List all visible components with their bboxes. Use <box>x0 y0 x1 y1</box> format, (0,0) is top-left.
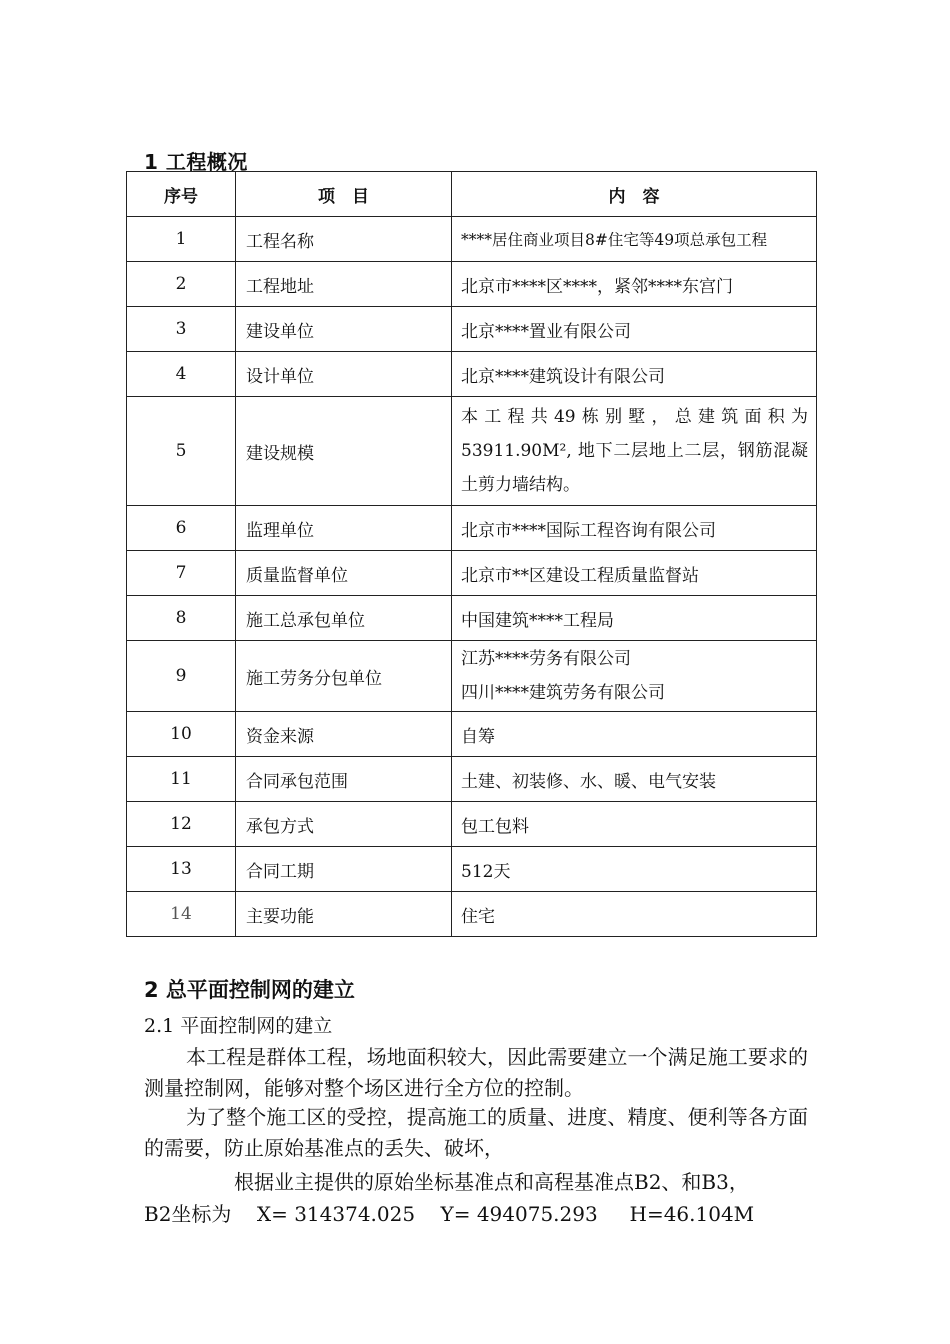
section-2-1-heading: 2.1 平面控制网的建立 <box>144 1015 333 1037</box>
row-item: 工程地址 <box>236 262 452 307</box>
section-1-heading: 1 工程概况 <box>144 150 248 174</box>
row-index: 4 <box>127 352 236 397</box>
table-row <box>127 712 817 757</box>
table-row <box>127 506 817 551</box>
paragraph-1: 本工程是群体工程，场地面积较大，因此需要建立一个满足施工要求的测量控制网，能够对整个场区进行全方位的控制。 <box>144 1045 808 1100</box>
table-row <box>127 641 817 712</box>
row-content: 包工包料 <box>452 802 817 847</box>
row-index: 3 <box>127 307 236 352</box>
table-header-row <box>127 172 817 217</box>
table-row <box>127 847 817 892</box>
row-index: 11 <box>127 757 236 802</box>
row-content: ****居住商业项目8#住宅等49项总承包工程 <box>452 217 817 262</box>
row-index: 10 <box>127 712 236 757</box>
row-content: 北京市**区建设工程质量监督站 <box>452 551 817 596</box>
row-index: 12 <box>127 802 236 847</box>
table-row <box>127 596 817 641</box>
header-index: 序号 <box>127 172 236 217</box>
row-content: 512天 <box>452 847 817 892</box>
row-index: 13 <box>127 847 236 892</box>
table-row <box>127 397 817 506</box>
table-row <box>127 217 817 262</box>
coordinates-line: B2坐标为 X= 314374.025 Y= 494075.293 H=46.104M <box>144 1202 755 1226</box>
row-item: 质量监督单位 <box>236 551 452 596</box>
row-item: 设计单位 <box>236 352 452 397</box>
row-content: 北京****置业有限公司 <box>452 307 817 352</box>
row-content: 北京市****国际工程咨询有限公司 <box>452 506 817 551</box>
row-item: 施工劳务分包单位 <box>236 641 452 712</box>
row-item: 合同承包范围 <box>236 757 452 802</box>
row-item: 资金来源 <box>236 712 452 757</box>
row-content: 北京****建筑设计有限公司 <box>452 352 817 397</box>
row-content: 住宅 <box>452 892 817 937</box>
row-content: 本工程共49栋别墅，总建筑面积为53911.90M², 地下二层地上二层，钢筋混凝土剪力墙结构。 <box>452 397 817 506</box>
row-index: 8 <box>127 596 236 641</box>
row-content <box>452 641 817 712</box>
row-index: 9 <box>127 641 236 712</box>
row-index: 6 <box>127 506 236 551</box>
table-row <box>127 262 817 307</box>
header-item: 项 目 <box>236 172 452 217</box>
row-content: 土建、初装修、水、暖、电气安装 <box>452 757 817 802</box>
row-item: 建设单位 <box>236 307 452 352</box>
table-row <box>127 892 817 937</box>
header-content: 内 容 <box>452 172 817 217</box>
row-index: 1 <box>127 217 236 262</box>
table-row <box>127 551 817 596</box>
subcontractor-line-1: 江苏****劳务有限公司 <box>461 649 631 669</box>
row-content: 北京市****区****，紧邻****东宫门 <box>452 262 817 307</box>
table-row <box>127 802 817 847</box>
row-item: 施工总承包单位 <box>236 596 452 641</box>
subcontractor-line-2: 四川****建筑劳务有限公司 <box>461 683 665 703</box>
row-index: 2 <box>127 262 236 307</box>
paragraph-2: 为了整个施工区的受控，提高施工的质量、进度、精度、便利等各方面的需要，防止原始基准点的丢失、破坏， <box>144 1105 808 1160</box>
table-row <box>127 307 817 352</box>
row-item: 工程名称 <box>236 217 452 262</box>
row-item: 承包方式 <box>236 802 452 847</box>
row-item: 合同工期 <box>236 847 452 892</box>
row-index: 7 <box>127 551 236 596</box>
row-content: 自筹 <box>452 712 817 757</box>
row-item: 主要功能 <box>236 892 452 937</box>
paragraph-3: 根据业主提供的原始坐标基准点和高程基准点B2、和B3， <box>234 1170 749 1194</box>
table-row <box>127 757 817 802</box>
project-overview-table <box>126 171 817 937</box>
row-item: 监理单位 <box>236 506 452 551</box>
table-row <box>127 352 817 397</box>
row-content: 中国建筑****工程局 <box>452 596 817 641</box>
row-index: 14 <box>127 892 236 937</box>
row-item: 建设规模 <box>236 397 452 506</box>
section-2-heading: 2 总平面控制网的建立 <box>144 978 355 1002</box>
row-index: 5 <box>127 397 236 506</box>
